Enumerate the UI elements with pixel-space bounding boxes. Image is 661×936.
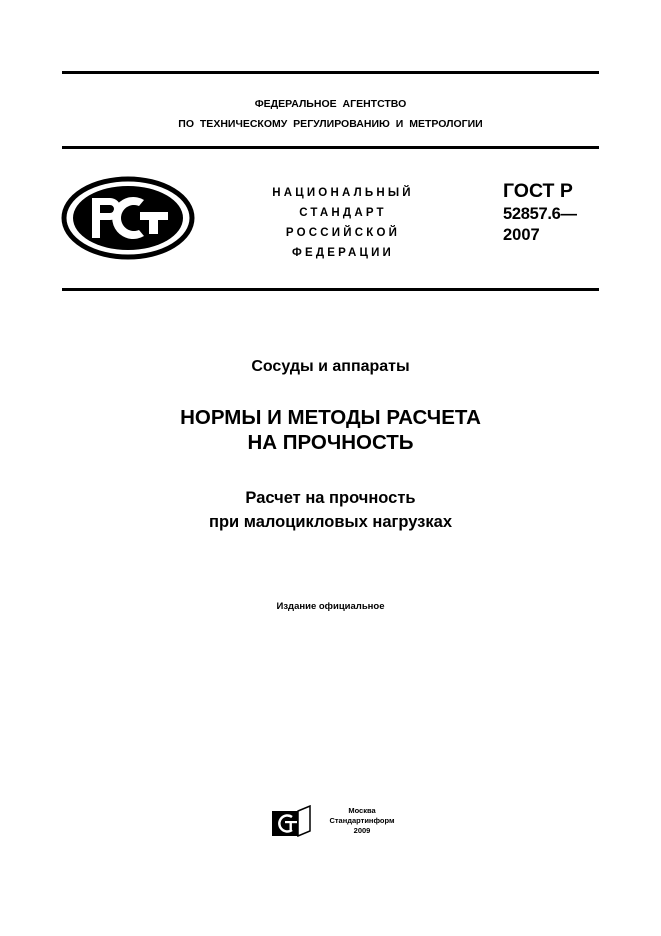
standard-type-line-1: НАЦИОНАЛЬНЫЙ (272, 187, 414, 199)
publisher-name: Стандартинформ (329, 816, 395, 825)
document-subject: Сосуды и аппараты (251, 358, 410, 375)
agency-line-1: ФЕДЕРАЛЬНОЕ АГЕНТСТВО (254, 98, 407, 110)
agency-header (62, 94, 599, 134)
document-title-line-2: НА ПРОЧНОСТЬ (247, 431, 414, 454)
standard-designation (503, 178, 577, 246)
agency-line-2: ПО ТЕХНИЧЕСКОМУ РЕГУЛИРОВАНИЮ И МЕТРОЛОГИИ (178, 118, 483, 130)
document-subtitle-line-2: при малоцикловых нагрузках (208, 513, 452, 531)
document-subtitle (62, 486, 599, 534)
designation-prefix: ГОСТ Р (503, 180, 573, 202)
standard-bottom-rule (62, 288, 599, 291)
designation-number: 52857.6— (503, 205, 577, 223)
edition-note: Издание официальное (276, 601, 385, 612)
standard-type-line-2: СТАНДАРТ (299, 207, 387, 219)
document-subtitle-line-1: Расчет на прочность (245, 489, 416, 507)
publisher-year: 2009 (353, 826, 371, 835)
standard-type (238, 183, 448, 263)
rosstandart-pct-emblem-icon (60, 176, 196, 260)
standartinform-logo-icon (271, 805, 311, 837)
document-title (62, 405, 599, 455)
standard-type-line-3: РОССИЙСКОЙ (285, 227, 401, 239)
publisher-city: Москва (348, 806, 376, 815)
publisher-imprint (316, 806, 408, 836)
document-title-line-1: НОРМЫ И МЕТОДЫ РАСЧЕТА (180, 406, 481, 429)
standard-type-line-4: ФЕДЕРАЦИИ (291, 247, 395, 259)
header-bottom-rule (62, 146, 599, 149)
designation-year: 2007 (503, 226, 540, 244)
top-rule (62, 71, 599, 74)
